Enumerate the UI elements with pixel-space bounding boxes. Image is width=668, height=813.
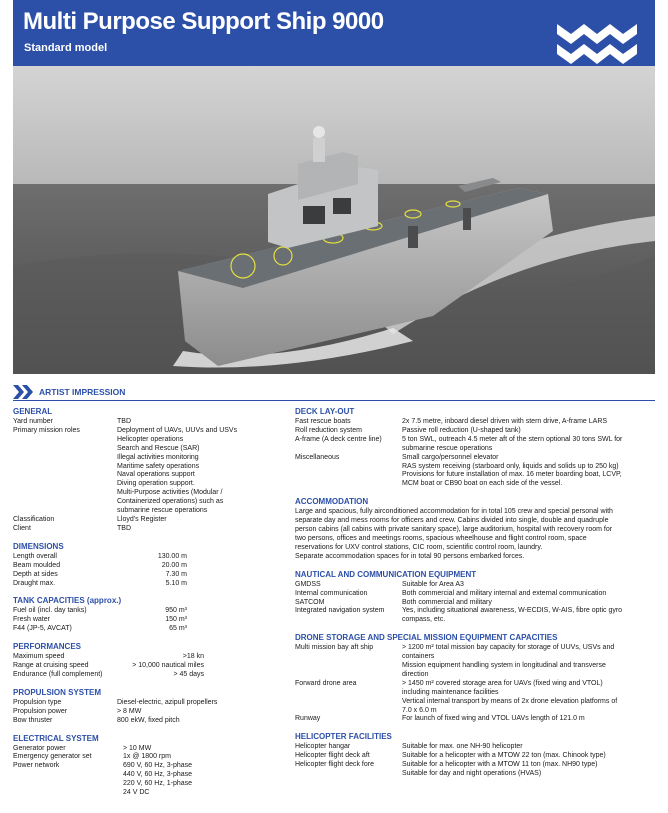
spec-label <box>295 463 402 472</box>
spec-label: Power network <box>13 762 60 770</box>
spec-label: Yard number <box>13 418 53 425</box>
spec-row <box>13 753 281 762</box>
spec-label: Bow thruster <box>13 716 53 724</box>
performances-heading: PERFORMANCES <box>13 642 82 652</box>
spec-label: Propulsion power <box>13 707 68 715</box>
spec-value: For launch of fixed wing and VTOL UAVs length of 121.0 m <box>402 715 585 723</box>
spec-row <box>295 471 655 480</box>
spec-label: Generator power <box>13 744 66 752</box>
spec-row <box>13 789 281 798</box>
spec-label <box>13 480 117 489</box>
spec-row <box>13 671 281 680</box>
accommodation-line: reservations for UXV control stations, CIC room, scientific control room, laundry. <box>295 543 543 551</box>
spec-row <box>295 480 655 489</box>
spec-row <box>295 689 655 698</box>
double-chevron-icon <box>13 384 35 400</box>
spec-label <box>13 780 117 789</box>
spec-row <box>13 516 281 525</box>
spec-label: Length overall <box>13 552 57 560</box>
spec-row <box>13 571 281 580</box>
spec-value: > 1450 m² covered storage area for UAVs (fixed wing and VTOL) <box>402 679 603 687</box>
spec-row <box>295 454 655 463</box>
spec-row <box>13 607 281 616</box>
spec-row <box>295 599 655 608</box>
spec-label <box>295 653 402 662</box>
spec-value: Naval operations support <box>117 471 195 479</box>
spec-row <box>13 489 281 498</box>
spec-value: 24 V DC <box>123 789 150 797</box>
spec-label: Fast rescue boats <box>295 418 351 425</box>
wave-logo-icon <box>557 22 637 66</box>
spec-label: Depth at sides <box>13 570 58 578</box>
helicopter-rows <box>295 743 655 779</box>
spec-value: 150 m³ <box>165 616 187 624</box>
spec-label <box>13 463 117 472</box>
spec-row <box>295 662 655 671</box>
spec-label <box>13 471 117 480</box>
spec-value: Both commercial and military internal and external communication <box>402 589 607 597</box>
spec-row <box>295 680 655 689</box>
accommodation-heading: ACCOMMODATION <box>295 497 369 507</box>
spec-value: 690 V, 60 Hz, 3-phase <box>123 762 193 770</box>
spec-value: TBD <box>117 418 131 425</box>
spec-value: compass, etc. <box>402 616 446 624</box>
dimensions-heading: DIMENSIONS <box>13 541 64 551</box>
spec-label <box>295 616 402 625</box>
dimensions-rows <box>13 553 281 589</box>
spec-row <box>13 708 281 717</box>
spec-label: Forward drone area <box>295 679 357 687</box>
spec-value: RAS system receiving (starboard only, liquids and solids up to 250 kg) <box>402 462 619 470</box>
accommodation-line: person cabins (all cabins with private sanitary space), large auditorium, hospital with recovery room for <box>295 526 613 534</box>
spec-label <box>295 689 402 698</box>
spec-row <box>295 436 655 445</box>
accommodation-line: Large and spacious, fully airconditioned accommodation for in total 105 crew and special personal with <box>295 508 613 516</box>
spec-label <box>13 489 117 498</box>
spec-value: 1x @ 1800 rpm <box>123 753 171 761</box>
spec-label <box>13 445 117 454</box>
spec-label <box>295 698 402 707</box>
spec-label: Helicopter flight deck aft <box>295 752 370 760</box>
spec-row <box>13 762 281 771</box>
spec-row <box>13 580 281 589</box>
spec-row <box>295 761 655 770</box>
spec-row <box>295 707 655 716</box>
spec-row <box>295 590 655 599</box>
spec-label: Fresh water <box>13 616 50 624</box>
spec-label: Range at cruising speed <box>13 662 89 670</box>
spec-label: A-frame (A deck centre line) <box>295 435 382 443</box>
spec-value: 950 m³ <box>165 607 187 615</box>
general-rows <box>13 418 281 534</box>
spec-value: 440 V, 60 Hz, 3-phase <box>123 771 193 779</box>
spec-value: Suitable for day and night operations (HVAS) <box>402 770 542 778</box>
spec-value: Containerized operations) such as <box>117 498 224 506</box>
spec-label: SATCOM <box>295 598 325 606</box>
spec-value: > 45 days <box>173 670 204 678</box>
spec-row <box>13 717 281 726</box>
spec-value: Suitable for max. one NH-90 helicopter <box>402 743 523 751</box>
spec-row <box>13 553 281 562</box>
propulsion-rows <box>13 699 281 726</box>
spec-label: Classification <box>13 515 55 523</box>
spec-value: 20.00 m <box>161 561 187 569</box>
accommodation-line: Separate accommodation spaces for in total 90 persons embarked forces. <box>295 552 525 560</box>
general-heading: GENERAL <box>13 407 53 416</box>
spec-label: Fuel oil (incl. day tanks) <box>13 607 87 615</box>
spec-label <box>295 471 402 480</box>
spec-label <box>13 771 117 780</box>
spec-value: including maintenance facilities <box>402 688 499 696</box>
spec-value: Helicopter operations <box>117 435 184 443</box>
spec-label: Endurance (full complement) <box>13 670 103 678</box>
spec-value: 65 m³ <box>169 625 187 633</box>
spec-label <box>295 445 402 454</box>
spec-value: > 1200 m² total mission bay capacity for storage of UUVs, USVs and <box>402 644 615 652</box>
spec-row <box>295 644 655 653</box>
spec-value: Lloyd's Register <box>117 515 167 523</box>
spec-label <box>13 454 117 463</box>
spec-value: Diving operation support. <box>117 480 195 488</box>
spec-row <box>295 653 655 662</box>
spec-row <box>13 653 281 662</box>
spec-label <box>295 671 402 680</box>
spec-value: Provisions for future installation of max. 16 meter boarding boat, LCVP, <box>402 471 622 479</box>
deck-rows <box>295 418 655 489</box>
spec-value: 5 ton SWL, outreach 4.5 meter aft of the stern optional 30 tons SWL for <box>402 435 623 443</box>
spec-row <box>13 471 281 480</box>
spec-row <box>295 607 655 616</box>
spec-label <box>13 789 117 798</box>
spec-label: Runway <box>295 715 321 723</box>
spec-value: Mission equipment handling system in longitudinal and transverse <box>402 662 606 670</box>
spec-row <box>295 743 655 752</box>
spec-row <box>13 498 281 507</box>
spec-label <box>295 662 402 671</box>
spec-row <box>295 427 655 436</box>
spec-label <box>13 507 117 516</box>
spec-row <box>295 671 655 680</box>
spec-value: containers <box>402 653 435 661</box>
specs-left-column <box>13 407 281 798</box>
page-subtitle: Standard model <box>24 42 108 54</box>
header-banner <box>13 0 655 66</box>
tanks-rows <box>13 607 281 634</box>
spec-value: 5.10 m <box>165 579 187 587</box>
spec-value: Both commercial and military <box>402 598 492 606</box>
spec-label: Helicopter hangar <box>295 743 351 751</box>
spec-label: Integrated navigation system <box>295 607 385 615</box>
spec-row <box>295 715 655 724</box>
spec-value: 7.0 x 6.0 m <box>402 706 437 714</box>
accommodation-text <box>295 508 655 561</box>
spec-row <box>13 525 281 534</box>
spec-row <box>13 454 281 463</box>
spec-label <box>295 707 402 716</box>
spec-row <box>13 463 281 472</box>
spec-label: Multi mission bay aft ship <box>295 644 374 652</box>
spec-row <box>13 562 281 571</box>
nautical-heading: NAUTICAL AND COMMUNICATION EQUIPMENT <box>295 569 477 579</box>
spec-label: F44 (JP-5, AVCAT) <box>13 625 72 633</box>
spec-value: direction <box>402 670 429 678</box>
spec-label: Maximum speed <box>13 653 65 661</box>
spec-label <box>295 770 402 779</box>
helicopter-heading: HELICOPTER FACILITIES <box>295 732 392 742</box>
accommodation-line: separate day and mess rooms for officers and crew. Cabins divided into single, double and quadruple <box>295 517 609 525</box>
spec-value: > 10,000 nautical miles <box>132 662 204 670</box>
performances-rows <box>13 653 281 680</box>
electrical-heading: ELECTRICAL SYSTEM <box>13 733 99 743</box>
spec-row <box>13 427 281 436</box>
spec-value: Suitable for a helicopter with a MTOW 11 ton (max. NH90 type) <box>402 761 598 769</box>
spec-label: Draught max. <box>13 579 56 587</box>
artist-impression-bar <box>13 384 655 401</box>
spec-value: submarine rescue operations <box>117 507 208 515</box>
nautical-rows <box>295 581 655 626</box>
spec-row <box>13 625 281 634</box>
spec-value: Multi-Purpose activities (Modular / <box>117 489 223 497</box>
spec-value: MCM boat or CB90 boat on each side of the vessel. <box>402 480 563 488</box>
ship-artist-impression <box>13 66 655 374</box>
spec-row <box>13 436 281 445</box>
spec-label: Client <box>13 524 31 532</box>
page-title: Multi Purpose Support Ship 9000 <box>23 8 384 35</box>
spec-value: Suitable for Area A3 <box>402 580 464 588</box>
spec-label: Helicopter flight deck fore <box>295 761 374 769</box>
spec-value: 7.30 m <box>165 570 187 578</box>
spec-label <box>13 498 117 507</box>
spec-label: Propulsion type <box>13 698 62 706</box>
electrical-rows <box>13 745 281 798</box>
specs-right-column <box>295 407 655 779</box>
spec-row <box>13 616 281 625</box>
spec-value: TBD <box>117 524 131 532</box>
spec-row <box>13 662 281 671</box>
spec-label: Primary mission roles <box>13 426 80 434</box>
spec-row <box>295 445 655 454</box>
spec-value: 130.00 m <box>157 552 187 560</box>
spec-row <box>13 780 281 789</box>
spec-value: Deployment of UAVs, UUVs and USVs <box>117 426 238 434</box>
propulsion-heading: PROPULSION SYSTEM <box>13 687 102 697</box>
spec-value: Passive roll reduction (U-shaped tank) <box>402 426 521 434</box>
spec-row <box>295 463 655 472</box>
spec-value: submarine rescue operations <box>402 444 493 452</box>
spec-value: 220 V, 60 Hz, 1-phase <box>123 780 193 788</box>
spec-value: 800 ekW, fixed pitch <box>117 716 180 724</box>
spec-value: Diesel-electric, azipull propellers <box>117 698 218 706</box>
tanks-heading: TANK CAPACITIES (approx.) <box>13 596 122 606</box>
spec-label: Emergency generator set <box>13 753 92 761</box>
spec-label: Beam moulded <box>13 561 61 569</box>
spec-row <box>13 445 281 454</box>
spec-label <box>13 436 117 445</box>
spec-label: Miscellaneous <box>295 453 340 461</box>
spec-row <box>13 418 281 427</box>
spec-value: Small cargo/personnel elevator <box>402 453 499 461</box>
drone-rows <box>295 644 655 724</box>
spec-value: > 10 MW <box>123 744 152 752</box>
spec-row <box>295 698 655 707</box>
section-label: ARTIST IMPRESSION <box>39 387 126 397</box>
spec-row <box>13 480 281 489</box>
spec-value: Search and Rescue (SAR) <box>117 444 200 452</box>
spec-value: Suitable for a helicopter with a MTOW 22 ton (max. Chinook type) <box>402 752 606 760</box>
spec-value: Yes, including situational awareness, W-ECDIS, W-AIS, fibre optic gyro <box>402 607 623 615</box>
accommodation-line: two persons, offices and meetings rooms, spacious wheelhouse and flight control room, space <box>295 534 587 542</box>
spec-row <box>13 771 281 780</box>
spec-value: > 8 MW <box>117 707 142 715</box>
drone-heading: DRONE STORAGE AND SPECIAL MISSION EQUIPMENT CAPACITIES <box>295 633 558 643</box>
spec-row <box>295 752 655 761</box>
spec-label: GMDSS <box>295 580 321 588</box>
spec-row <box>295 770 655 779</box>
spec-label: Roll reduction system <box>295 426 362 434</box>
spec-row <box>295 581 655 590</box>
spec-value: Illegal activities monitoring <box>117 453 199 461</box>
spec-row <box>13 745 281 754</box>
spec-value: >18 kn <box>182 653 204 661</box>
spec-row <box>295 418 655 427</box>
deck-heading: DECK LAY-OUT <box>295 407 355 416</box>
spec-row <box>13 507 281 516</box>
spec-label: Internal communication <box>295 589 368 597</box>
spec-value: 2x 7.5 metre, inboard diesel driven with stern drive, A-frame LARS <box>402 418 608 425</box>
spec-value: Maritime safety operations <box>117 462 200 470</box>
spec-label <box>295 480 402 489</box>
spec-value: Vertical internal transport by means of 2x drone elevation platforms of <box>402 697 618 705</box>
spec-row <box>13 699 281 708</box>
spec-row <box>295 616 655 625</box>
